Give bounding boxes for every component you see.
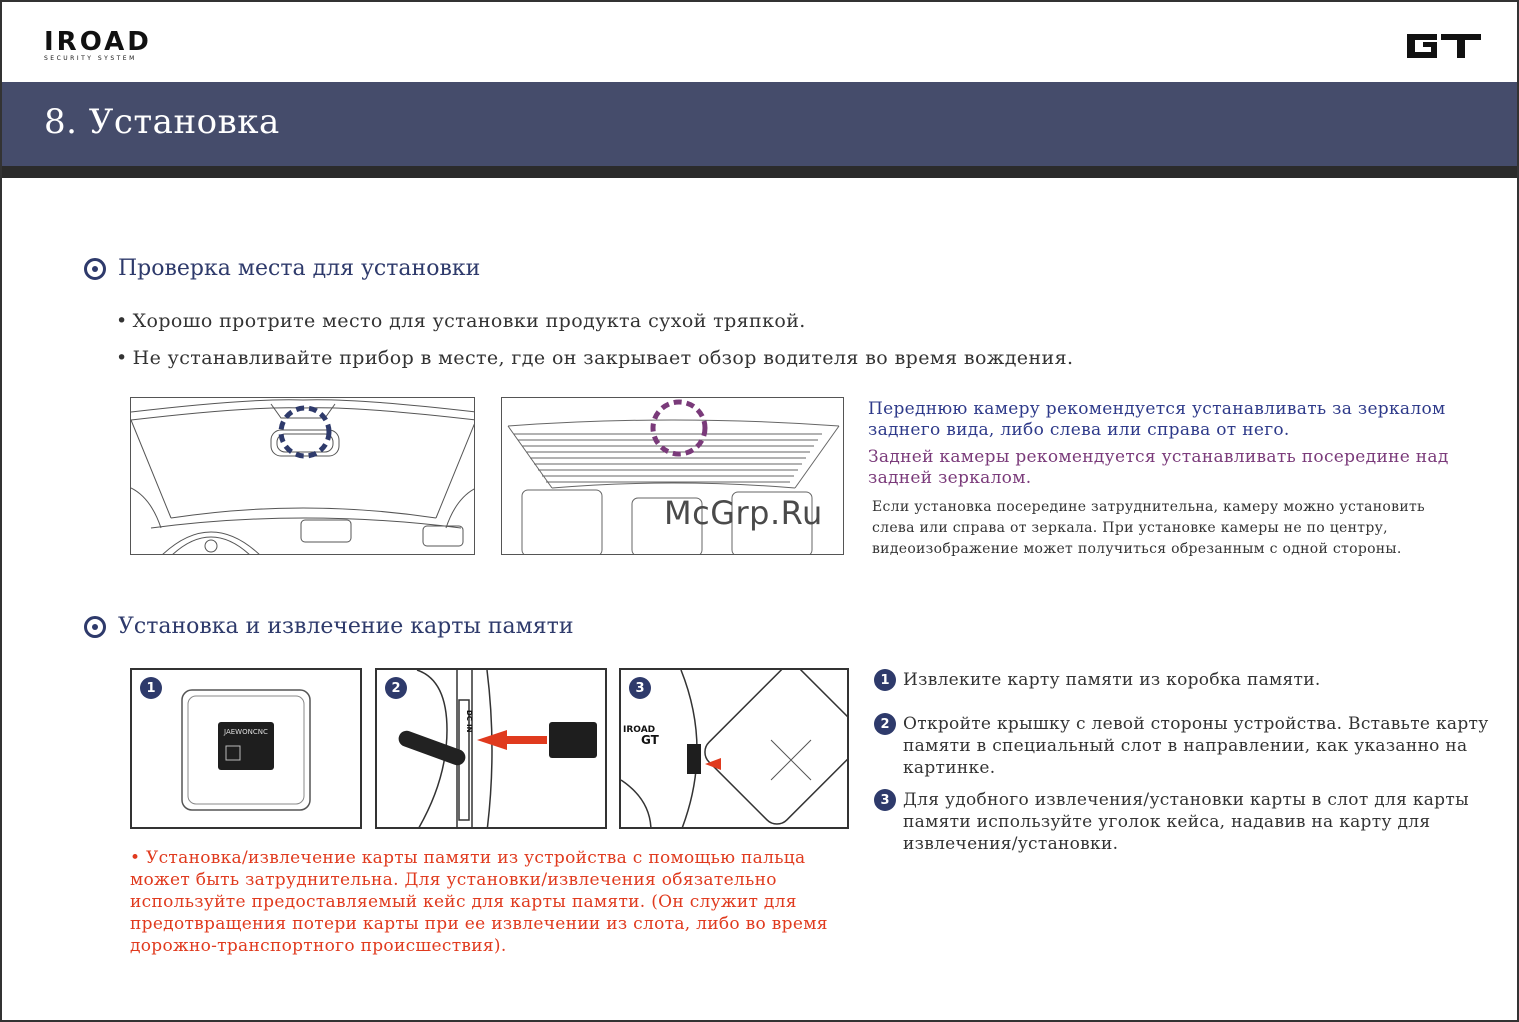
section-heading-text: Проверка места для установки	[118, 256, 481, 281]
windshield-interior-illustration	[130, 397, 475, 555]
section-heading-install-location	[84, 256, 480, 281]
title-bar-underline	[2, 166, 1517, 178]
step-number-1: 1	[874, 669, 896, 691]
card-brand-text: JAEWONCNC	[224, 728, 268, 736]
section-heading-memory-card	[84, 614, 574, 639]
bullet-item: • Не устанавливайте прибор в месте, где он закрывает обзор водителя во время вождения.	[116, 347, 1074, 369]
device-logo-brand: IROAD	[623, 725, 656, 735]
step-text-1: Извлеките карту памяти из коробка памяти.	[903, 670, 1321, 690]
note-rear-camera: Задней камеры рекомендуется устанавливать посередине над задней зеркалом.	[868, 447, 1449, 488]
card-eject-drawing	[621, 670, 849, 829]
iroad-logo	[44, 27, 152, 62]
image-badge-3: 3	[629, 677, 651, 699]
image-badge-1: 1	[140, 677, 162, 699]
note-front-camera: Переднюю камеру рекомендуется устанавливать за зеркалом заднего вида, либо слева или справа от него.	[868, 399, 1446, 440]
page-title: 8. Установка	[44, 102, 280, 142]
front-camera-position-marker	[281, 408, 329, 456]
step-number-2: 2	[874, 713, 896, 735]
car-interior-drawing	[131, 398, 475, 555]
image-badge-2: 2	[385, 677, 407, 699]
bullet-text: Хорошо протрите место для установки продукта сухой тряпкой.	[132, 310, 806, 332]
device-logo-model: GT	[641, 733, 659, 747]
bullet-text: Не устанавливайте прибор в месте, где он закрывает обзор водителя во время вождения.	[132, 347, 1074, 369]
step-number-3: 3	[874, 789, 896, 811]
section-heading-text: Установка и извлечение карты памяти	[118, 614, 574, 639]
slot-label: DC-IN	[465, 710, 473, 733]
gt-logo	[1403, 30, 1483, 60]
note-offcenter: Если установка посередине затруднительна, камеру можно установить слева или справа от зеркала. При установке камеры не по центру, видеоизображение может получиться обрезанным с одной стороны.	[872, 499, 1425, 557]
card-case-eject-illustration	[619, 668, 849, 829]
target-icon	[84, 616, 106, 638]
step-text-3: Для удобного извлечения/установки карты в слот для карты памяти используйте уголок кейса, надавив на карту для извлечения/установки.	[903, 790, 1469, 854]
card-insert-drawing	[377, 670, 607, 829]
step-text-2: Откройте крышку с левой стороны устройства. Вставьте карту памяти в специальный слот в направлении, как указанно на картинке.	[903, 714, 1489, 778]
memory-card-warning: • Установка/извлечение карты памяти из устройства с помощью пальца может быть затруднительна. Для установки/извлечения обязательно используйте предоставляемый кейс для карты памяти. (Он служит для предотвращения потери карты при ее извлечении из слота, либо во время дорожно-транспортного происшествия).	[130, 848, 828, 956]
memory-card-case-illustration	[130, 668, 362, 829]
logo-brand: IROAD	[44, 27, 152, 57]
logo-tagline: SECURITY SYSTEM	[44, 55, 137, 62]
watermark: McGrp.Ru	[664, 494, 823, 532]
card-case-drawing	[132, 670, 362, 829]
target-icon	[84, 258, 106, 280]
card-insert-illustration	[375, 668, 607, 829]
bullet-item: • Хорошо протрите место для установки продукта сухой тряпкой.	[116, 310, 806, 332]
